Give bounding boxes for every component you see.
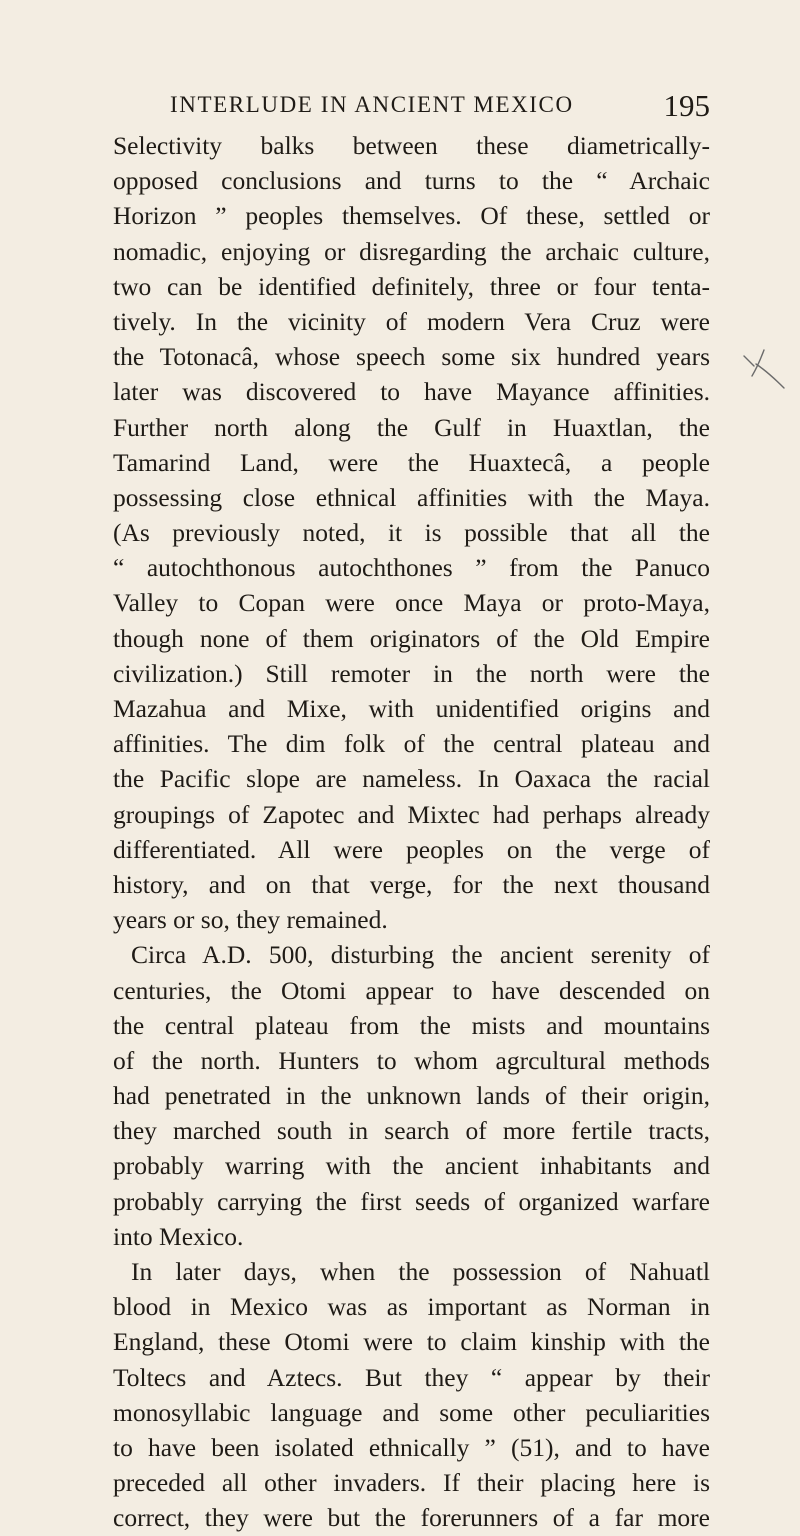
text-line: later was discovered to have Mayance affinities. xyxy=(113,377,710,407)
text-line: England, these Otomi were to claim kinship with the xyxy=(113,1327,710,1357)
text-line: history, and on that verge, for the next thousand xyxy=(113,869,710,899)
text-line: opposed conclusions and turns to the “ Archaic xyxy=(113,166,710,196)
text-line: years or so, they remained. xyxy=(113,905,388,935)
text-line: Tamarind Land, were the Huaxtecâ, a people xyxy=(113,447,710,477)
text-line: civilization.) Still remoter in the north were the xyxy=(113,658,710,688)
text-line: Selectivity balks between these diametrically- xyxy=(113,131,710,160)
text-line: the central plateau from the mists and mountains xyxy=(113,1010,710,1040)
text-line: probably warring with the ancient inhabitants and xyxy=(113,1151,710,1181)
text-line: the Totonacâ, whose speech some six hundred years xyxy=(113,342,710,372)
text-line: blood in Mexico was as important as Norman in xyxy=(113,1292,710,1322)
text-line: two can be identified definitely, three or four tenta- xyxy=(113,271,710,301)
text-line: the Pacific slope are nameless. In Oaxaca the racial xyxy=(113,764,710,794)
text-line: tively. In the vicinity of modern Vera Cruz were xyxy=(113,306,710,336)
text-line: Circa A.D. 500, disturbing the ancient serenity of xyxy=(131,940,710,970)
text-line: In later days, when the possession of Nahuatl xyxy=(131,1257,710,1286)
text-line: Toltecs and Aztecs. But they “ appear by their xyxy=(113,1362,710,1392)
text-line: nomadic, enjoying or disregarding the archaic culture, xyxy=(113,236,710,266)
text-line: monosyllabic language and some other peculiarities xyxy=(113,1397,710,1427)
running-title: INTERLUDE IN ANCIENT MEXICO xyxy=(170,92,574,117)
margin-check-mark-icon xyxy=(738,342,798,392)
text-line: of the north. Hunters to whom agrcultural methods xyxy=(113,1045,710,1075)
text-line: though none of them originators of the Old Empire xyxy=(113,623,710,653)
text-line: differentiated. All were peoples on the verge of xyxy=(113,834,710,864)
text-line: affinities. The dim folk of the central plateau and xyxy=(113,729,710,759)
text-line: they marched south in search of more fertile tracts, xyxy=(113,1116,710,1146)
text-line: preceded all other invaders. If their placing here is xyxy=(113,1468,710,1498)
text-line: Further north along the Gulf in Huaxtlan, the xyxy=(113,412,710,442)
running-head xyxy=(170,88,710,124)
text-line: Valley to Copan were once Maya or proto-Maya, xyxy=(113,588,710,618)
text-line: centuries, the Otomi appear to have descended on xyxy=(113,975,710,1005)
text-line: possessing close ethnical affinities with the Maya. xyxy=(113,482,710,512)
text-line: groupings of Zapotec and Mixtec had perhaps already xyxy=(113,799,710,829)
page-number: 195 xyxy=(663,88,710,123)
text-line: to have been isolated ethnically ” (51), and to have xyxy=(113,1432,710,1462)
text-line: had penetrated in the unknown lands of their origin, xyxy=(113,1081,710,1111)
body-text xyxy=(113,128,710,1536)
text-line: Mazahua and Mixe, with unidentified origins and xyxy=(113,694,710,723)
text-line: (As previously noted, it is possible that all the xyxy=(113,518,710,548)
text-line: probably carrying the first seeds of organized warfare xyxy=(113,1186,710,1216)
text-line: Horizon ” peoples themselves. Of these, settled or xyxy=(113,201,710,231)
text-line: correct, they were but the forerunners of a far more xyxy=(113,1503,710,1533)
text-line: “ autochthonous autochthones ” from the Panuco xyxy=(113,553,710,583)
text-line: into Mexico. xyxy=(113,1221,244,1251)
